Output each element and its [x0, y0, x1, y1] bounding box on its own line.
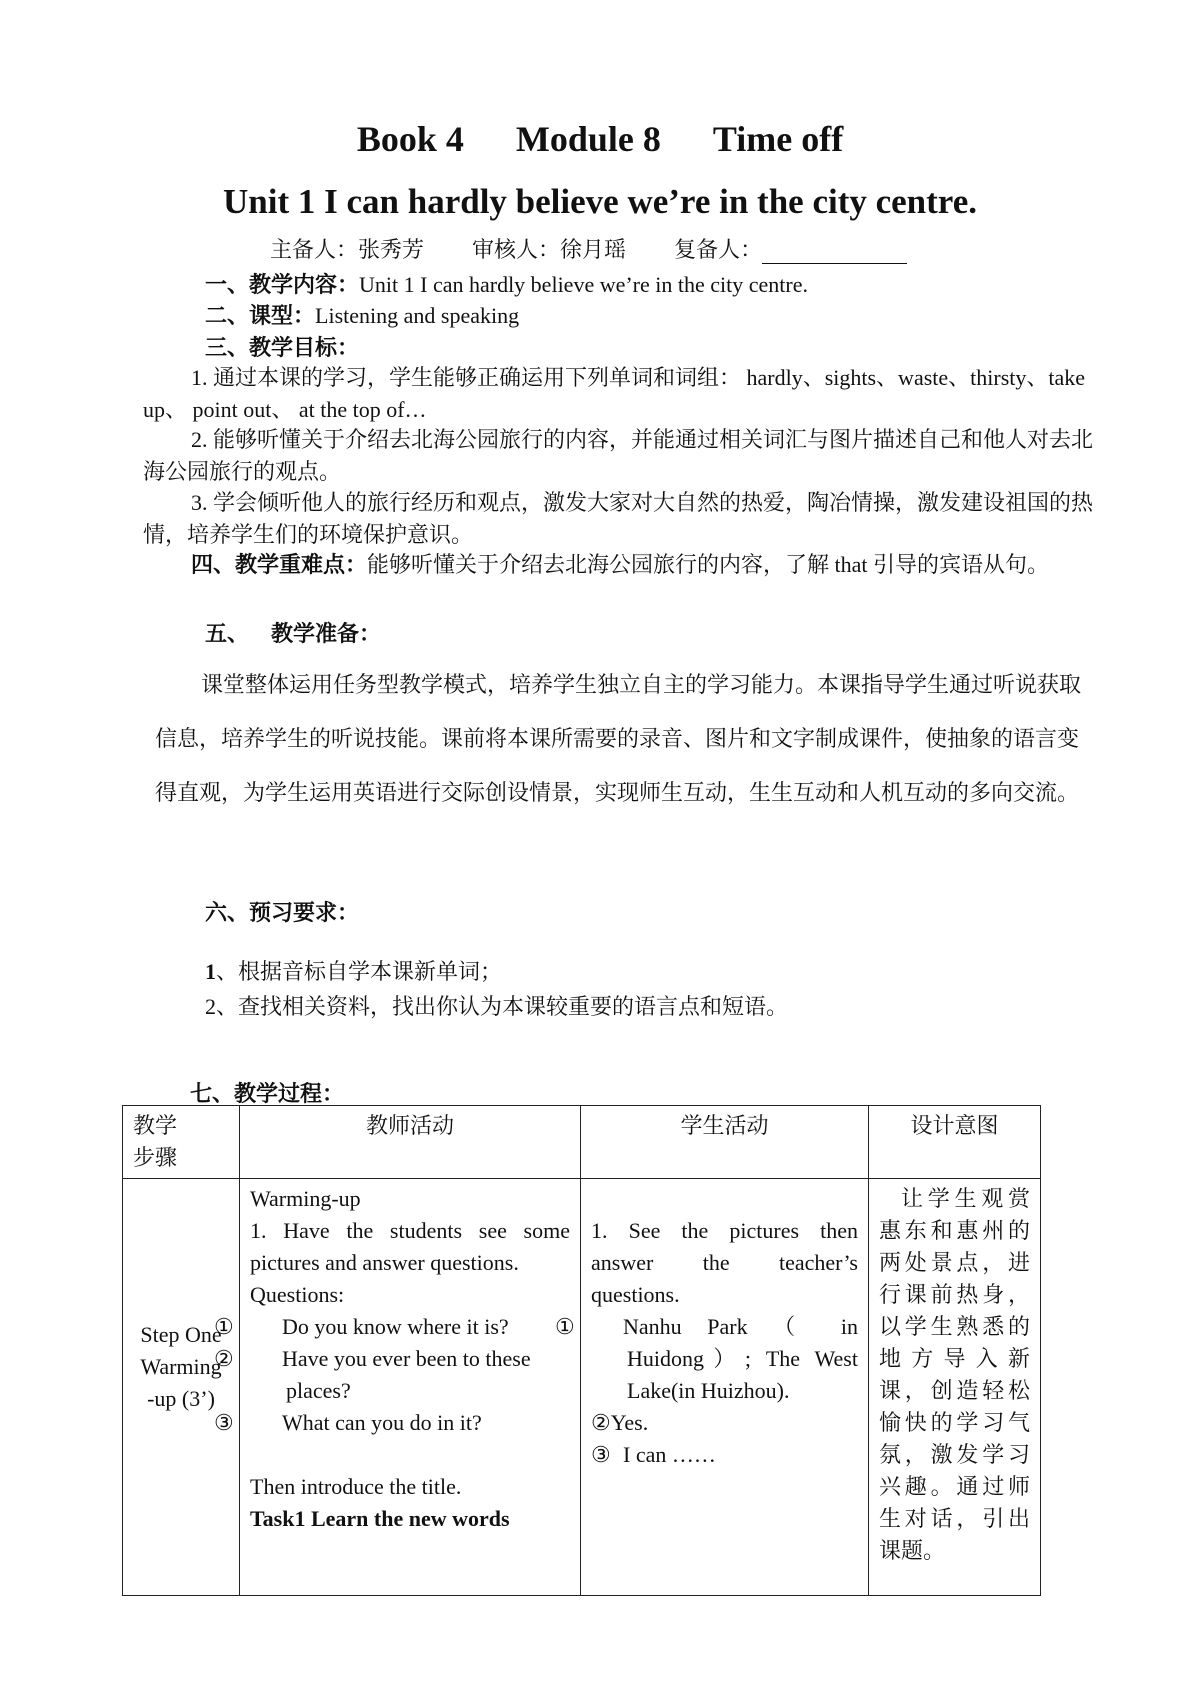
- teacher-questions-label: Questions:: [250, 1282, 345, 1307]
- prep-paragraph: 课堂整体运用任务型教学模式，培养学生独立自主的学习能力。本课指导学生通过听说获取信息，培养学生的听说技能。课前将本课所需要的录音、图片和文字制成课件，使抽象的语言变得直观，为学生运用英语进行交际创设情景，实现师生互动，生生互动和人机互动的多向交流。: [155, 672, 1082, 805]
- document-subtitle: Unit 1 I can hardly believe we’re in the city centre.: [223, 182, 977, 221]
- header-teacher: 教师活动: [240, 1106, 581, 1179]
- process-table: [122, 1105, 1041, 1596]
- table-header-row: [123, 1106, 1041, 1179]
- teacher-question-2: ② Have you ever been to these places?: [214, 1346, 531, 1403]
- preview-item-1-number: 1: [205, 959, 216, 984]
- step-line-1: Step One: [140, 1322, 222, 1347]
- reviewer-label: 审核人：: [472, 237, 561, 262]
- secondary-preparer-blank: [762, 241, 907, 264]
- preview-item-2: 2、查找相关资料，找出你认为本课较重要的语言点和短语。: [205, 994, 789, 1019]
- key-label: 四、教学重难点：: [191, 552, 368, 577]
- teacher-then: Then introduce the title.: [250, 1474, 462, 1499]
- student-task: 1. See the pictures then answer the teacher’s questions.: [591, 1218, 858, 1307]
- teacher-activity-cell: [214, 1179, 581, 1596]
- student-answer-1: ① Nanhu Park （ in Huidong）; The West Lake(in Huizhou).: [555, 1314, 858, 1403]
- goal-3: 3. 学会倾听他人的旅行经历和观点，激发大家对大自然的热爱，陶冶情操，激发建设祖国的热情，培养学生们的环境保护意识。: [143, 490, 1094, 547]
- teacher-question-3: ③ What can you do in it?: [214, 1410, 482, 1435]
- title-book: Book 4: [356, 119, 464, 159]
- header-intent: 设计意图: [869, 1106, 1041, 1179]
- key-value: 能够听懂关于介绍去北海公园旅行的内容，了解 that 引导的宾语从句。: [367, 552, 1050, 577]
- header-step: 教学步骤: [123, 1106, 240, 1179]
- process-heading: 七、教学过程：: [190, 1081, 345, 1106]
- teacher-heading: Warming-up: [250, 1186, 361, 1211]
- reviewer-name: 徐月瑶: [560, 237, 627, 262]
- authors-line: [270, 233, 907, 264]
- title-module: Module 8: [515, 119, 661, 159]
- step-cell: [123, 1179, 240, 1596]
- goal-2: 2. 能够听懂关于介绍去北海公园旅行的内容，并能通过相关词汇与图片描述自己和他人对去北海公园旅行的观点。: [143, 427, 1094, 484]
- design-intent-cell: 让学生观赏惠东和惠州的两处景点，进行课前热身，以学生熟悉的地方导入新课，创造轻松愉快的学习气氛，激发学习兴趣。通过师生对话，引出课题。: [869, 1179, 1041, 1596]
- preparer-name: 张秀芳: [358, 237, 425, 262]
- goal-1: 1. 通过本课的学习，学生能够正确运用下列单词和词组： hardly、sights、waste、thirsty、take up、 point out、 at the top of…: [143, 365, 1086, 422]
- teacher-task: 1. Have the students see some pictures and answer questions.: [250, 1218, 570, 1275]
- title-topic: Time off: [712, 119, 844, 159]
- header-student: 学生活动: [581, 1106, 869, 1179]
- preview-item-1-text: 、根据音标自学本课新单词；: [216, 959, 503, 984]
- prep-heading: 五、 教学准备：: [205, 621, 382, 646]
- document-title: [0, 118, 1200, 160]
- key-points: [143, 549, 1099, 581]
- type-line: [205, 299, 519, 330]
- content-label: 一、教学内容：: [205, 272, 360, 297]
- table-row: [123, 1179, 1041, 1596]
- preview-heading: 六、预习要求：: [205, 900, 360, 925]
- teacher-question-1: ① Do you know where it is?: [214, 1314, 509, 1339]
- preparer-label: 主备人：: [270, 237, 359, 262]
- goals-heading: 三、教学目标：: [205, 335, 360, 360]
- student-answer-3: ③ I can ……: [591, 1442, 716, 1467]
- teacher-task1: Task1 Learn the new words: [250, 1506, 510, 1531]
- content-value: Unit 1 I can hardly believe we’re in the city centre.: [359, 272, 808, 297]
- preview-item-1: [205, 955, 502, 986]
- student-answer-2: ②Yes.: [591, 1410, 649, 1435]
- step-line-2: Warming: [140, 1354, 222, 1379]
- step-line-3: -up (3’): [147, 1386, 215, 1411]
- content-line: [205, 268, 808, 299]
- student-activity-cell: [555, 1179, 869, 1596]
- type-label: 二、课型：: [205, 303, 316, 328]
- type-value: Listening and speaking: [315, 303, 520, 328]
- secondary-preparer-label: 复备人：: [674, 237, 763, 262]
